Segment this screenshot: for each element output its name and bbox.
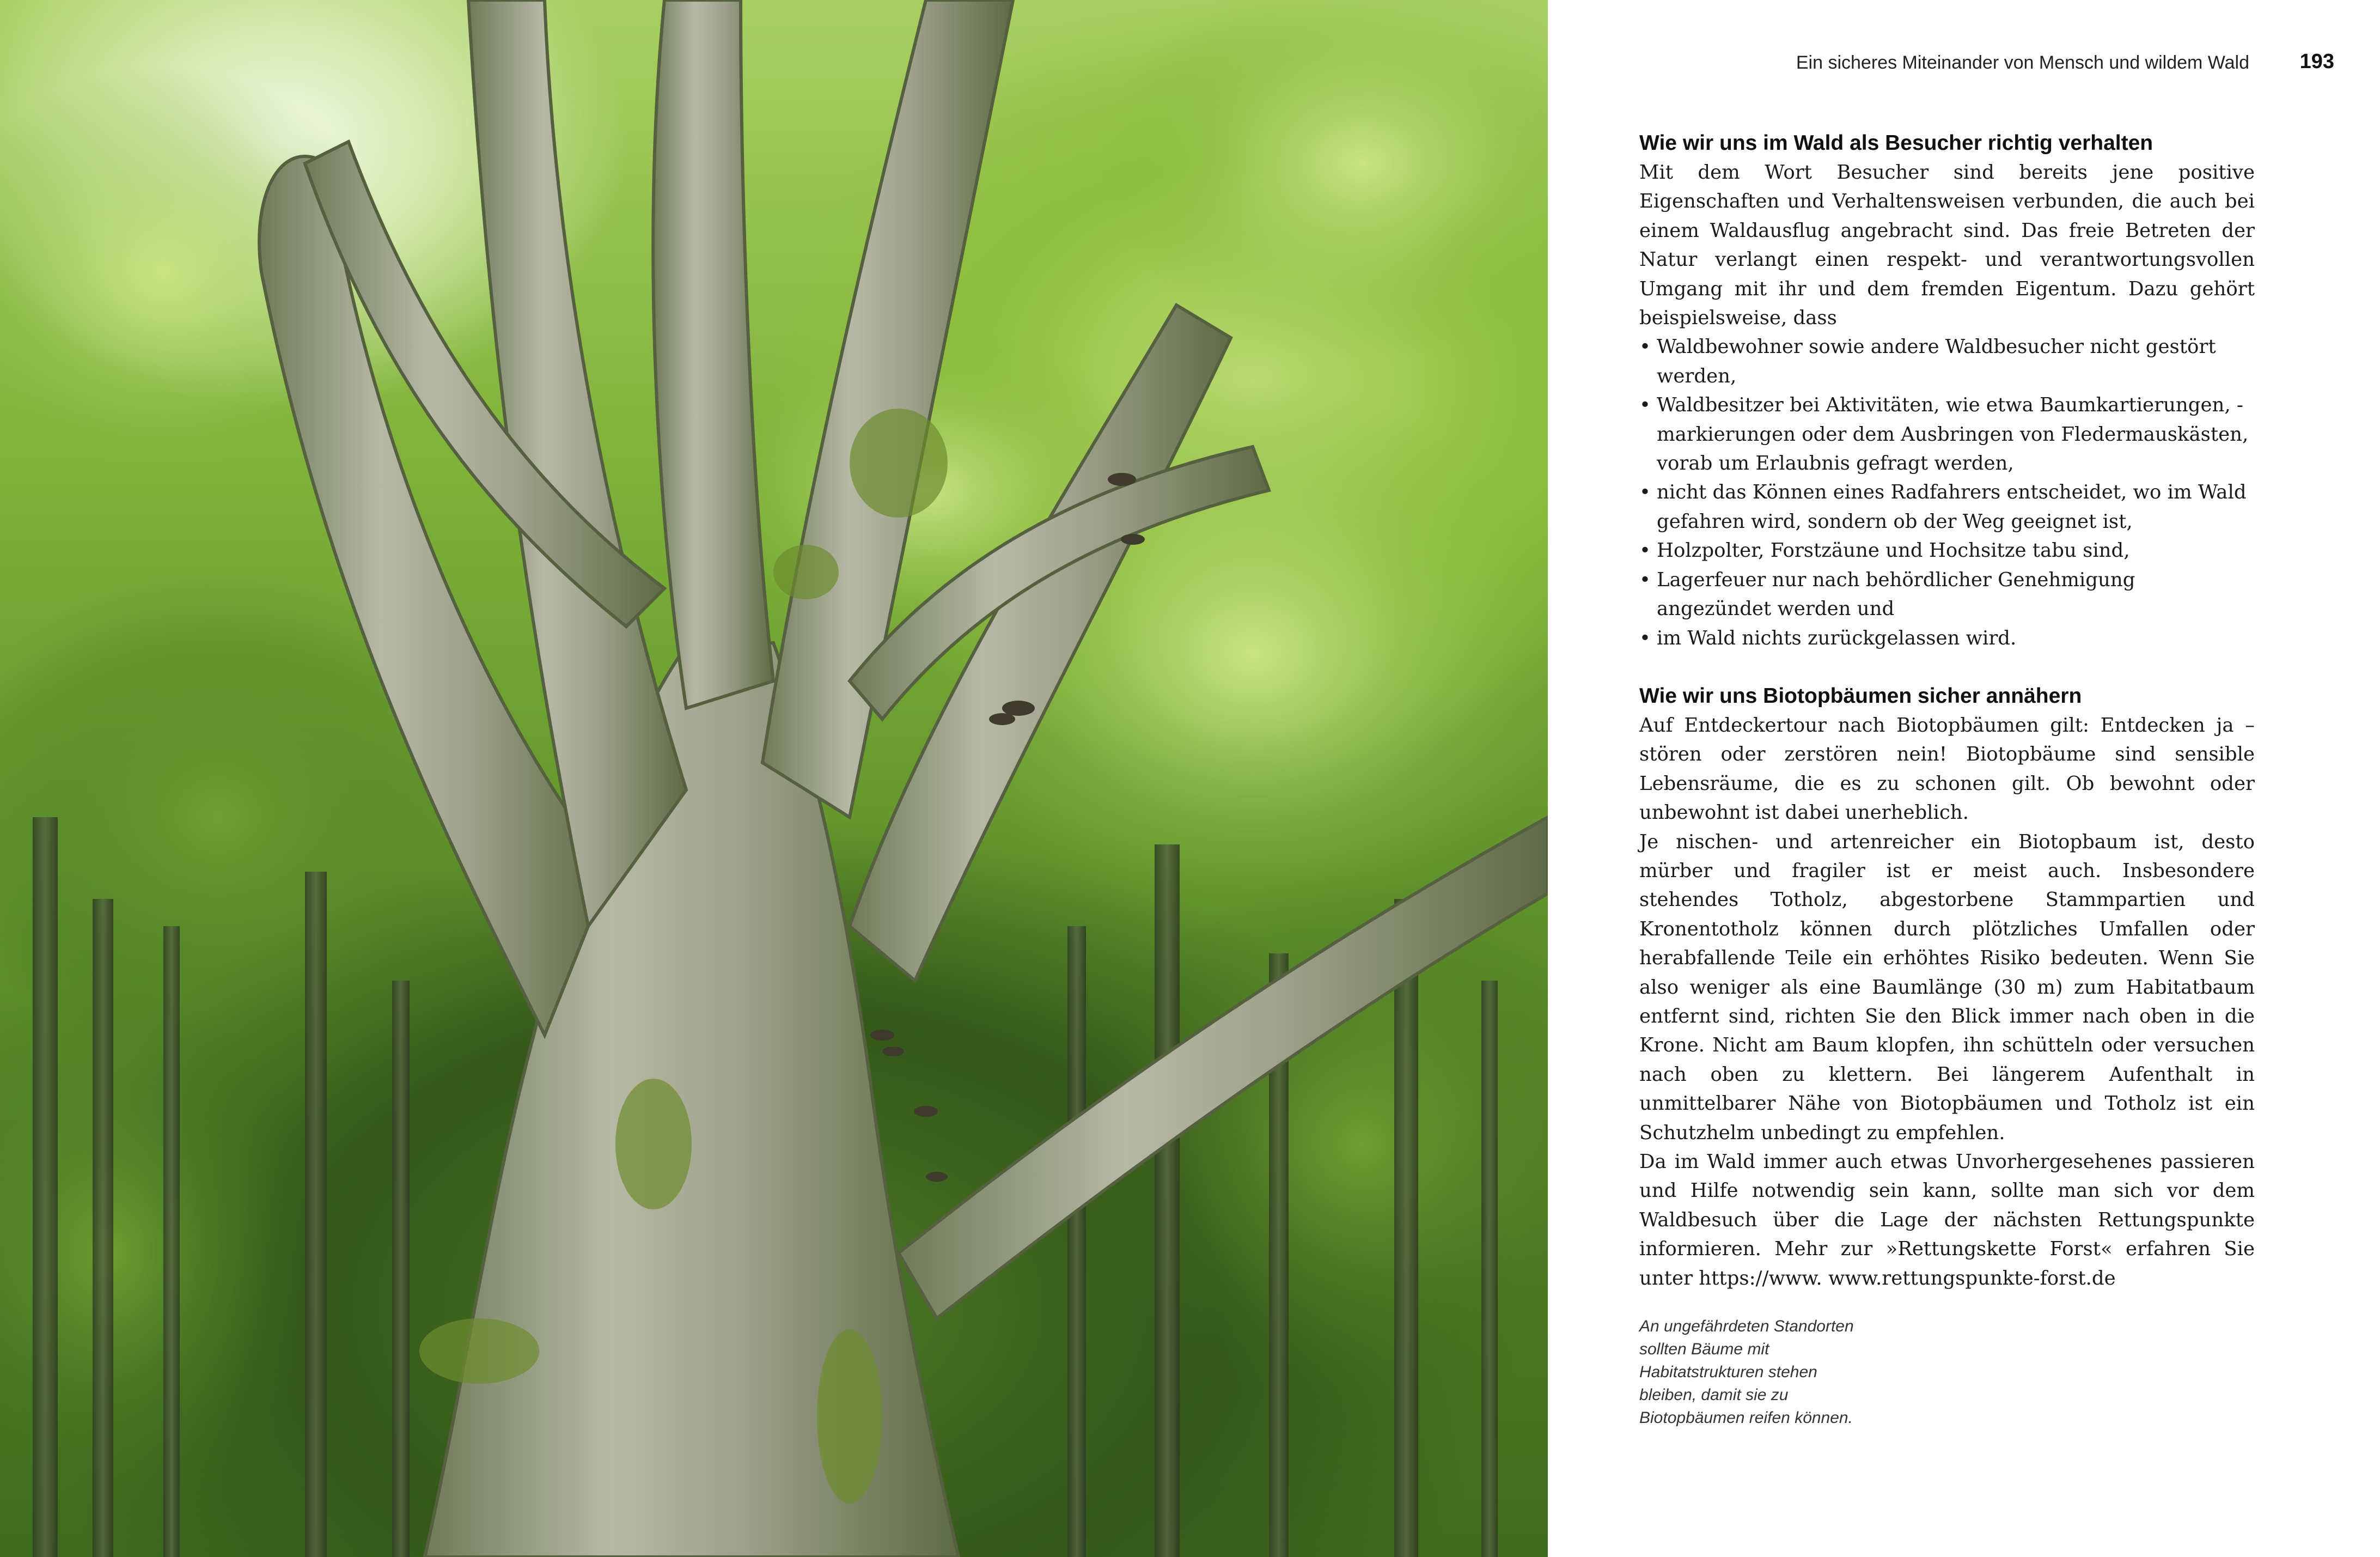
list-item	[1639, 478, 2255, 536]
photo-caption: An ungefährdeten Standorten sollten Bäume mit Habitatstrukturen stehen bleiben, damit sie zu Biotopbäumen reifen können.	[1639, 1317, 1854, 1427]
bullet-glyph: •	[1639, 568, 1651, 591]
running-head: Ein sicheres Miteinander von Mensch und wildem Wald	[1796, 52, 2249, 73]
section-intro: Mit dem Wort Besucher sind bereits jene positive Eigenschaften und Verhaltensweisen verbunden, die auch bei einem Waldausflug angebracht sind. Das freie Betreten der Natur verlangt einen respekt- und verantwortungsvollen Umgang mit ihr und dem fremden Eigentum. Dazu gehört beispielsweise, dass	[1639, 161, 2255, 330]
list-item-text: nicht das Können eines Radfahrers entscheidet, wo im Wald gefahren wird, sondern ob der Weg geeignet ist,	[1657, 481, 2247, 533]
list-item	[1639, 536, 2255, 565]
list-item	[1639, 565, 2255, 624]
list-item-text: Waldbesitzer bei Aktivitäten, wie etwa Baumkartierungen, -markierungen oder dem Ausbringen von Fledermauskästen, vorab um Erlaubnis gefragt werden,	[1657, 394, 2249, 475]
paragraph: Auf Entdeckertour nach Biotopbäumen gilt: Entdecken ja – stören oder zerstören nein! Biotopbäume sind sensible Lebensräume, die es zu schonen gilt. Ob bewohnt oder unbewohnt ist dabei unerheblich.	[1639, 714, 2255, 824]
list-item-text: Waldbewohner sowie andere Waldbesucher nicht gestört werden,	[1657, 336, 2216, 387]
main-content	[1639, 129, 2255, 1293]
bullet-glyph: •	[1639, 481, 1651, 504]
bullet-glyph: •	[1639, 394, 1651, 417]
list-item	[1639, 624, 2255, 653]
list-item-text: Holzpolter, Forstzäune und Hochsitze tabu sind,	[1657, 539, 2130, 562]
section-heading-biotope-trees: Wie wir uns Biotopbäumen sicher annähern	[1639, 684, 2082, 708]
bullet-glyph: •	[1639, 627, 1651, 649]
list-item	[1639, 391, 2255, 478]
text-page	[1548, 0, 2380, 1557]
page-number: 193	[2299, 50, 2334, 73]
section-spacer	[1639, 653, 2255, 682]
paragraph: Da im Wald immer auch etwas Unvorhergesehenes passieren und Hilfe notwendig sein kann, sollte man sich vor dem Waldbesuch über die Lage der nächsten Rettungspunkte informieren. Mehr zur »Rettungskette Forst« erfahren Sie unter https://www. www.rettungspunkte-forst.de	[1639, 1151, 2255, 1290]
list-item	[1639, 332, 2255, 391]
list-item-text: im Wald nichts zurückgelassen wird.	[1657, 627, 2017, 649]
section-heading-visitors: Wie wir uns im Wald als Besucher richtig verhalten	[1639, 131, 2153, 155]
paragraph: Je nischen- und artenreicher ein Biotopbaum ist, desto mürber und fragiler ist er meist auch. Insbesondere stehendes Totholz, abgestorbene Stammpartien und Kronentotholz können durch plötzliches Umfallen oder herabfallende Teile ein erhöhtes Risiko bedeuten. Wenn Sie also weniger als eine Baumlänge (30 m) zum Habitatbaum entfernt sind, richten Sie den Blick immer nach oben in die Krone. Nicht am Baum klopfen, ihn schütteln oder versuchen nach oben zu klettern. Bei längerem Aufenthalt in unmittelbarer Nähe von Biotopbäumen und Totholz ist ein Schutzhelm unbedingt zu empfehlen.	[1639, 830, 2255, 1144]
behavior-list	[1639, 332, 2255, 652]
list-item-text: Lagerfeuer nur nach behördlicher Genehmigung angezündet werden und	[1657, 568, 2135, 621]
bullet-glyph: •	[1639, 336, 1651, 358]
bullet-glyph: •	[1639, 539, 1651, 562]
